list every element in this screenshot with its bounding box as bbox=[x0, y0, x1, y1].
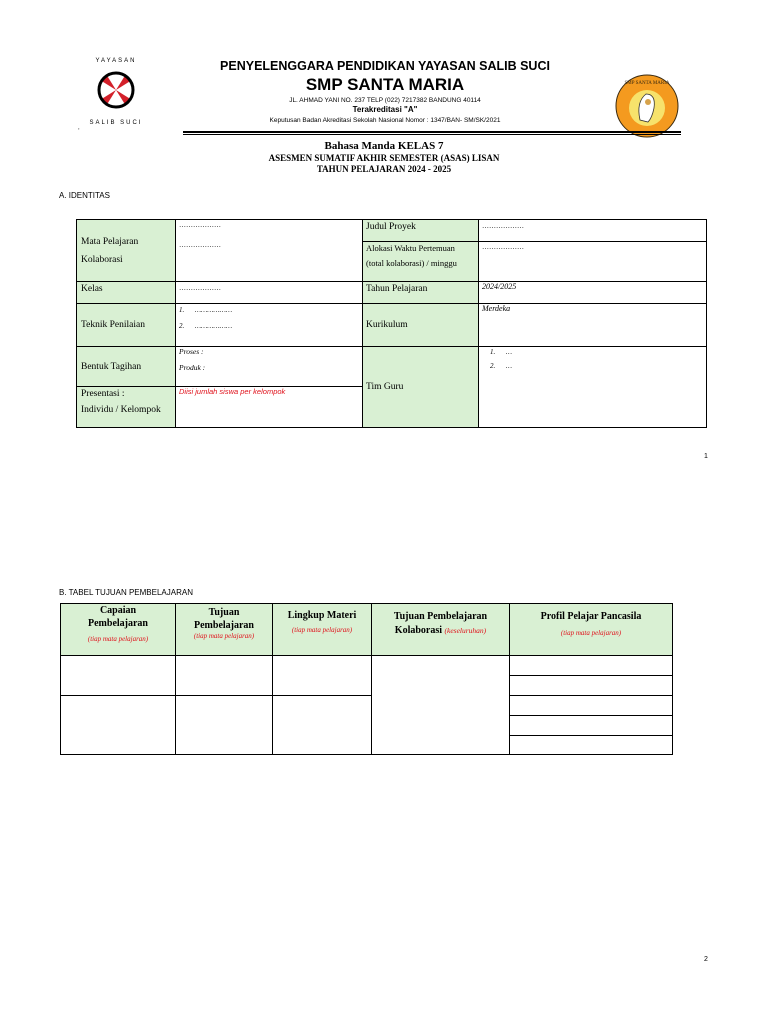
col-profil: Profil Pelajar Pancasila (tiap mata pelajaran) bbox=[510, 604, 673, 656]
table-row[interactable] bbox=[372, 656, 510, 755]
svg-text:YAYASAN: YAYASAN bbox=[95, 58, 137, 64]
page-number-2: 2 bbox=[704, 956, 708, 963]
foundation-name: PENYELENGGARA PENDIDIKAN YAYASAN SALIB SUCI bbox=[220, 59, 550, 73]
col-tujuan: Tujuan Pembelajaran (tiap mata pelajaran) bbox=[176, 604, 273, 656]
page-number-1: 1 bbox=[704, 453, 708, 460]
teknik-value-cell[interactable]: 1. ……………… 2. ……………… bbox=[176, 304, 363, 347]
header-rule bbox=[183, 131, 681, 133]
col-tujuan-kolaborasi: Tujuan Pembelajaran Kolaborasi (keseluruhan) bbox=[372, 604, 510, 656]
col-lingkup: Lingkup Materi (tiap mata pelajaran) bbox=[273, 604, 372, 656]
table-row[interactable] bbox=[273, 656, 372, 696]
teknik-label-cell: Teknik Penilaian bbox=[77, 304, 176, 347]
kelas-value-cell[interactable]: ……………… bbox=[176, 282, 363, 304]
cross-emblem-icon bbox=[99, 73, 133, 107]
col-capaian: Capaian Pembelajaran (tiap mata pelajaran) bbox=[61, 604, 176, 656]
identity-table bbox=[76, 219, 707, 428]
table-row[interactable] bbox=[273, 696, 372, 755]
table-row[interactable] bbox=[510, 716, 673, 736]
tim-value-cell[interactable]: 1. … 2. … bbox=[479, 347, 707, 428]
table-row[interactable] bbox=[61, 696, 176, 755]
table-row[interactable] bbox=[510, 676, 673, 696]
tahun-label-cell: Tahun Pelajaran bbox=[363, 282, 479, 304]
svg-text:SALIB SUCI: SALIB SUCI bbox=[89, 120, 143, 126]
table-row[interactable] bbox=[510, 696, 673, 716]
academic-year: TAHUN PELAJARAN 2024 - 2025 bbox=[316, 164, 452, 174]
table-row[interactable] bbox=[510, 736, 673, 755]
accreditation: Terakreditasi "A" bbox=[352, 105, 418, 114]
tahun-value-cell[interactable]: 2024/2025 bbox=[479, 282, 707, 304]
kurikulum-label-cell: Kurikulum bbox=[363, 304, 479, 347]
foundation-logo bbox=[76, 54, 160, 130]
school-address: JL. AHMAD YANI NO. 237 TELP (022) 7217382 BANDUNG 40114 bbox=[289, 97, 481, 104]
alokasi-label-cell: Alokasi Waktu Pertemuan (total kolaborasi) / minggu bbox=[363, 242, 479, 282]
judul-value-cell[interactable]: ……………… bbox=[479, 220, 707, 242]
table-row[interactable] bbox=[176, 696, 273, 755]
judul-label-cell: Judul Proyek bbox=[363, 220, 479, 242]
kelas-label-cell: Kelas bbox=[77, 282, 176, 304]
tim-label-cell: Tim Guru bbox=[363, 347, 479, 428]
section-a-heading: A. IDENTITAS bbox=[59, 191, 110, 200]
mapel-label-cell: Mata Pelajaran Kolaborasi bbox=[77, 220, 176, 282]
bentuk-value-cell[interactable]: Proses : Produk : bbox=[176, 347, 363, 387]
header-rule-thin bbox=[183, 134, 681, 135]
table-row[interactable] bbox=[176, 656, 273, 696]
document-title: Bahasa Manda KELAS 7 bbox=[324, 140, 444, 152]
mapel-value-cell[interactable]: ……………… ……………… bbox=[176, 220, 363, 282]
svg-text:SMP SANTA MARIA: SMP SANTA MARIA bbox=[624, 81, 670, 86]
presentasi-label-cell: Presentasi : Individu / Kelompok bbox=[77, 387, 176, 428]
document-subtitle: ASESMEN SUMATIF AKHIR SEMESTER (ASAS) LISAN bbox=[268, 153, 500, 163]
kurikulum-value-cell[interactable]: Merdeka bbox=[479, 304, 707, 347]
school-logo bbox=[612, 72, 682, 140]
bentuk-label-cell: Bentuk Tagihan bbox=[77, 347, 176, 387]
presentasi-value-cell[interactable]: Diisi jumlah siswa per kelompok bbox=[176, 387, 363, 428]
objectives-table bbox=[60, 603, 673, 755]
school-name: SMP SANTA MARIA bbox=[305, 75, 465, 94]
decree-number: Keputusan Badan Akreditasi Sekolah Nasional Nomor : 1347/BAN- SM/SK/2021 bbox=[269, 117, 501, 124]
alokasi-value-cell[interactable]: ……………… bbox=[479, 242, 707, 282]
table-row[interactable] bbox=[61, 656, 176, 696]
section-b-heading: B. TABEL TUJUAN PEMBELAJARAN bbox=[59, 588, 193, 597]
table-row[interactable] bbox=[510, 656, 673, 676]
